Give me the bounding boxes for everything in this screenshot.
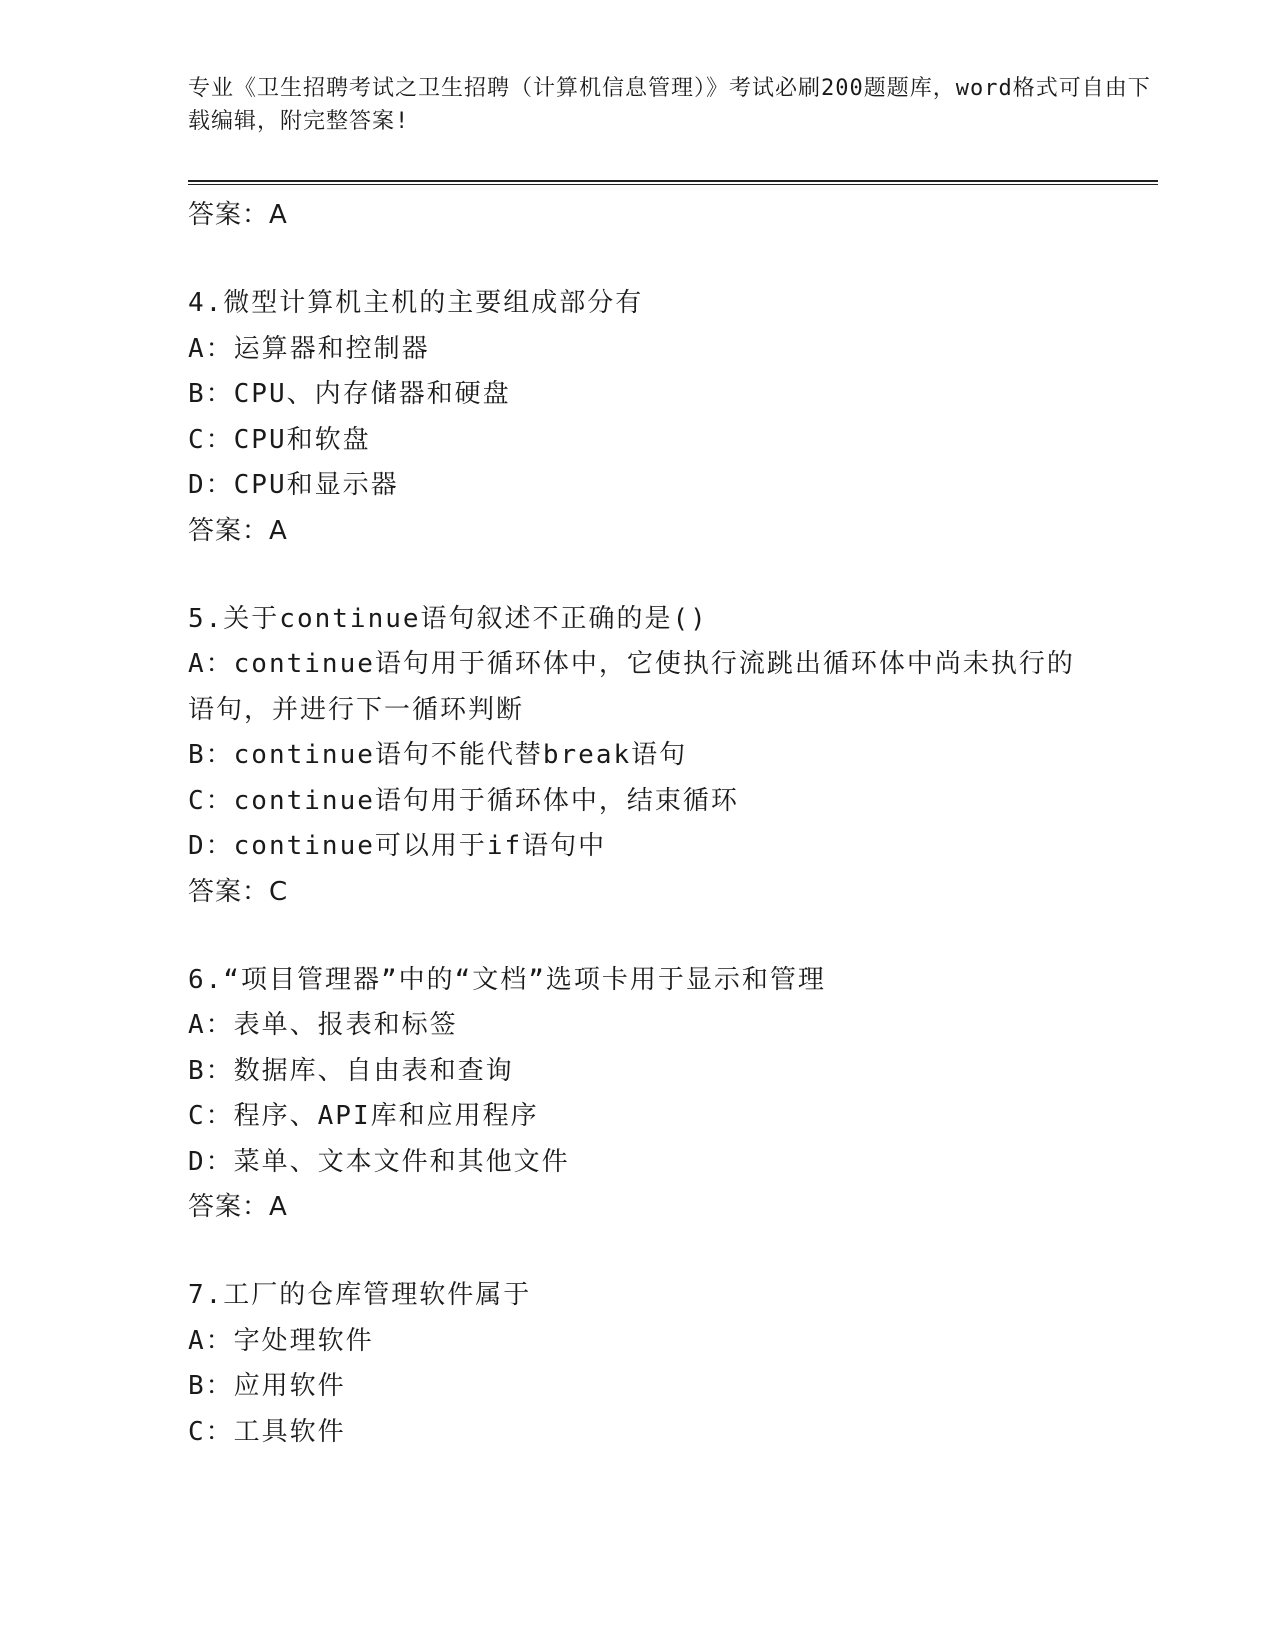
option-a: A：continue语句用于循环体中，它使执行流跳出循环体中尚未执行的语句，并进行下一循环判断 — [188, 649, 1075, 725]
option-b: B：CPU、内存储器和硬盘 — [188, 379, 511, 409]
header-divider — [188, 180, 1158, 185]
option-d: D：菜单、文本文件和其他文件 — [188, 1146, 570, 1177]
option-c: C：工具软件 — [188, 1416, 346, 1447]
option-b: B：continue语句不能代替break语句 — [188, 740, 688, 770]
option-a: A：运算器和控制器 — [188, 333, 430, 364]
answer-line: 答案：A — [188, 515, 288, 546]
answer-line: 答案：C — [188, 876, 289, 907]
option-a: A：表单、报表和标签 — [188, 1010, 458, 1040]
question-block — [188, 958, 1158, 1230]
option-a: A：字处理软件 — [188, 1325, 374, 1356]
document-page — [188, 72, 1158, 1455]
option-c: C：CPU和软盘 — [188, 424, 371, 455]
question-block — [188, 1273, 1158, 1455]
question-block — [188, 281, 1158, 553]
option-c: C：程序、API库和应用程序 — [188, 1101, 539, 1131]
option-c: C：continue语句用于循环体中，结束循环 — [188, 785, 739, 816]
option-d: D：CPU和显示器 — [188, 470, 399, 500]
option-b: B：数据库、自由表和查询 — [188, 1055, 514, 1086]
question-title: 7.工厂的仓库管理软件属于 — [188, 1280, 532, 1310]
question-title: 4.微型计算机主机的主要组成部分有 — [188, 288, 644, 318]
answer-line: 答案：A — [188, 200, 288, 230]
answer-line: 答案：A — [188, 1192, 288, 1222]
option-b: B：应用软件 — [188, 1371, 346, 1401]
question-block — [188, 597, 1158, 914]
document-header: 专业《卫生招聘考试之卫生招聘（计算机信息管理）》考试必刷200题题库，word格式可自由下载编辑，附完整答案! — [188, 76, 1151, 134]
question-title: 5.关于continue语句叙述不正确的是() — [188, 603, 708, 634]
option-d: D：continue可以用于if语句中 — [188, 831, 607, 861]
question-title: 6.“项目管理器”中的“文档”选项卡用于显示和管理 — [188, 964, 826, 995]
